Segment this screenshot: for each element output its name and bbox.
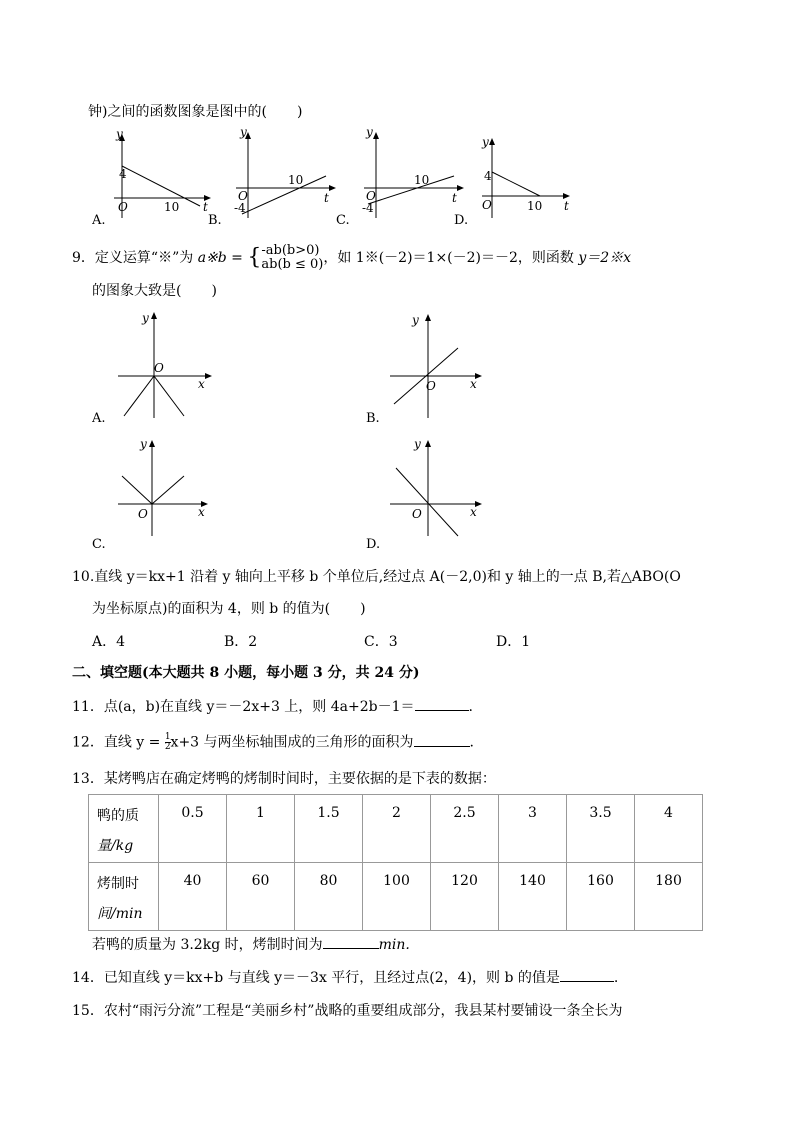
svg-text:O: O	[366, 189, 376, 203]
table-cell: 140	[499, 863, 567, 931]
svg-text:B.: B.	[208, 213, 222, 226]
value-label: 4	[119, 167, 127, 181]
q9-graph-c	[92, 436, 232, 556]
table-row	[89, 863, 703, 931]
svg-text:x: x	[198, 377, 205, 391]
table-cell: 80	[295, 863, 363, 931]
value-label: 10	[164, 200, 180, 214]
svg-text:C.: C.	[92, 537, 106, 552]
table-cell: 160	[567, 863, 635, 931]
svg-text:y: y	[414, 437, 421, 451]
q10-option-c: C．3	[364, 634, 398, 650]
q9-text: 9．定义运算“※”为 a※b = { -ab(b>0) ab(b ≤ 0) ，如 1※(－2)＝1×(－2)＝－2，则函数 y＝2※x	[72, 243, 632, 272]
svg-text:x: x	[198, 505, 205, 519]
svg-text:y: y	[240, 126, 247, 139]
table-cell: 2.5	[431, 795, 499, 863]
option-label: A.	[92, 213, 106, 226]
answer-blank[interactable]	[323, 936, 379, 949]
svg-text:4: 4	[484, 169, 492, 183]
table-cell: 1.5	[295, 795, 363, 863]
q11-text: 11．点(a，b)在直线 y＝－2x+3 上，则 4a+2b－1＝ .	[72, 699, 473, 715]
svg-text:t: t	[324, 191, 329, 205]
table-cell: 0.5	[159, 795, 227, 863]
answer-blank[interactable]	[560, 969, 614, 982]
svg-text:O: O	[482, 198, 492, 212]
table-cell: 180	[635, 863, 703, 931]
axis-y-label: y	[116, 127, 123, 141]
piecewise-brace: { -ab(b>0) ab(b ≤ 0)	[247, 243, 324, 272]
svg-text:O: O	[426, 379, 436, 393]
answer-blank[interactable]	[415, 698, 469, 711]
svg-text:y: y	[140, 437, 147, 451]
svg-text:t: t	[564, 199, 569, 213]
table-cell: 4	[635, 795, 703, 863]
svg-text:D.: D.	[366, 537, 381, 552]
fraction: $\frac{1}{2}$	[164, 732, 171, 752]
table-cell: 60	[227, 863, 295, 931]
svg-text:x: x	[470, 377, 477, 391]
q9-text-2: 的图象大致是( )	[92, 283, 217, 299]
q10-option-a: A．4	[92, 634, 126, 650]
table-head-mass: 鸭的质 量/kg	[89, 795, 159, 863]
q8-graph-a	[92, 126, 222, 226]
svg-text:y: y	[412, 313, 419, 327]
q14-text: 14．已知直线 y＝kx+b 与直线 y＝－3x 平行，且经过点(2，4)，则 b 的值是 .	[72, 970, 619, 986]
q9-graph-d	[366, 436, 506, 556]
svg-text:O: O	[238, 189, 248, 203]
table-row	[89, 795, 703, 863]
table-cell: 120	[431, 863, 499, 931]
svg-text:-4: -4	[362, 201, 374, 215]
table-cell: 100	[363, 863, 431, 931]
table-cell: 3.5	[567, 795, 635, 863]
table-cell: 40	[159, 863, 227, 931]
svg-text:y: y	[142, 311, 149, 325]
svg-text:10: 10	[414, 173, 430, 187]
svg-text:-4: -4	[234, 201, 246, 215]
svg-text:x: x	[470, 505, 477, 519]
answer-blank[interactable]	[414, 734, 470, 747]
q10-option-b: B．2	[224, 634, 258, 650]
q9-graph-a	[92, 308, 232, 428]
q15-text: 15．农村“雨污分流”工程是“美丽乡村”战略的重要组成部分，我县某村要铺设一条全长为	[72, 1003, 623, 1019]
q8-graph-b	[208, 126, 338, 226]
section-heading: 二、填空题(本大题共 8 小题，每小题 3 分，共 24 分)	[72, 665, 420, 681]
svg-text:y: y	[482, 135, 489, 149]
svg-text:10: 10	[288, 173, 304, 187]
q8-text: 钟)之间的函数图象是图中的( )	[88, 104, 303, 120]
table-cell: 1	[227, 795, 295, 863]
svg-text:O: O	[154, 361, 164, 375]
svg-text:D.: D.	[454, 213, 469, 226]
table-cell: 3	[499, 795, 567, 863]
q13-text: 13．某烤鸭店在确定烤鸭的烤制时间时，主要依据的是下表的数据：	[72, 771, 496, 787]
svg-text:t: t	[452, 191, 457, 205]
q10-text-2: 为坐标原点)的面积为 4，则 b 的值为( )	[92, 601, 366, 617]
q13-followup: 若鸭的质量为 3.2kg 时，烤制时间为 min.	[92, 937, 410, 953]
data-table	[88, 794, 703, 931]
svg-text:A.: A.	[92, 411, 106, 426]
table-head-time: 烤制时 间/min	[89, 863, 159, 931]
svg-text:C.: C.	[336, 213, 350, 226]
origin-label: O	[118, 200, 128, 214]
q8-graph-c	[336, 126, 469, 226]
svg-text:10: 10	[527, 199, 543, 213]
q10-text: 10.直线 y＝kx+1 沿着 y 轴向上平移 b 个单位后,经过点 A(－2,0)和 y 轴上的一点 B,若△ABO(O	[72, 569, 681, 585]
axis-t-label: t	[203, 200, 208, 214]
svg-text:B.: B.	[366, 411, 380, 426]
q10-option-d: D．1	[496, 634, 531, 650]
q9-graph-b	[366, 308, 506, 428]
svg-text:O: O	[138, 507, 148, 521]
q8-graph-d	[454, 126, 584, 226]
svg-text:O: O	[412, 507, 422, 521]
table-cell: 2	[363, 795, 431, 863]
svg-text:y: y	[366, 126, 373, 139]
q12-text: 12．直线 y = $\frac{1}{2}x+3$ 与两坐标轴围成的三角形的面积为 .	[72, 732, 474, 752]
